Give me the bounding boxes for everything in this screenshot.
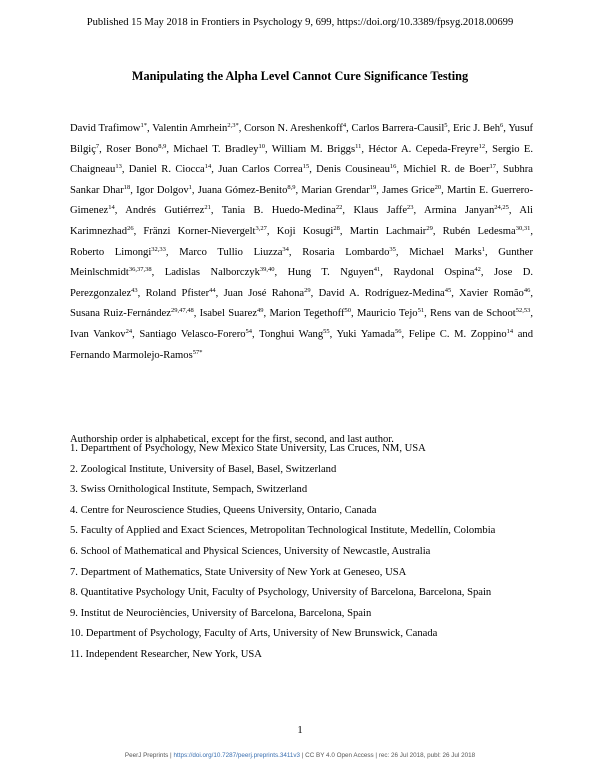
author-affiliation-marker: 52,53 [515,307,531,315]
author-entry [152,123,239,134]
author-entry [288,267,381,278]
author-entry [146,288,216,299]
author-affiliation-marker: 29 [426,224,433,232]
author-affiliation-marker: 24,25 [494,204,509,212]
author-entry [319,288,452,299]
author-name: Isabel Suarez [199,308,258,320]
author-affiliation-marker: 46 [523,286,531,294]
author-entry [244,123,346,134]
author-name: Martin Lachmair [349,225,427,237]
author-affiliation-marker: 42 [474,266,481,274]
author-name: Michiel R. de Boer [403,164,490,176]
author-name: Hung T. Nguyen [287,267,374,279]
author-entry [125,205,211,216]
author-name: Corson N. Areshenkoff [244,123,343,134]
author-affiliation-marker: 5 [444,122,448,129]
author-affiliation-marker: 10 [258,142,265,150]
author-name: Yuki Yamada [336,328,395,340]
author-name: Fränzi Korner-Nievergelt [143,225,256,237]
author-name: Michael Marks [409,246,482,258]
author-name: Ali Karimnezhad [70,205,533,237]
author-name: Fernando Marmolejo-Ramos [70,349,193,361]
author-affiliation-marker: 14 [506,327,514,335]
affiliation-item: 10. Department of Psychology, Faculty of Arts, University of New Brunswick, Canada [70,628,438,640]
author-name: David A. Rodríguez-Medina [318,287,445,299]
author-name: Ivan Vankov [70,328,126,340]
author-entry [218,164,309,175]
paper-title: Manipulating the Alpha Level Cannot Cure Significance Testing [131,69,469,83]
author-name: Juan José Rahona [223,287,305,299]
affiliation-item: 7. Department of Mathematics, State University of New York at Geneseo, USA [70,566,407,578]
author-entry [272,144,362,155]
author-affiliation-marker: 26 [127,224,134,232]
author-entry [70,308,194,319]
author-name: Marco Tullio Liuzza [179,246,283,258]
author-affiliation-marker: 3,27 [255,224,267,232]
affiliation-item: 6. School of Mathematical and Physical Sciences, University of Newcastle, Australia [70,545,431,557]
author-affiliation-marker: 17 [489,163,497,171]
author-entry [173,144,265,155]
author-affiliation-marker: 15 [302,163,310,171]
author-name: Carlos Barrera-Causil [351,123,445,134]
author-affiliation-marker: 29,47,48 [170,307,194,315]
author-entry [70,247,166,258]
author-affiliation-marker: 56 [394,327,402,335]
author-entry [200,308,264,319]
affiliation-item: 11. Independent Researcher, New York, USA [70,648,262,660]
author-entry [430,308,530,319]
author-name: William M. Briggs [271,143,356,155]
author-affiliation-marker: 30,31 [515,224,531,232]
author-entry [165,267,275,278]
author-affiliation-marker: 35 [389,245,396,253]
author-name: Mauricio Tejo [356,308,418,320]
affiliation-item: 9. Institut de Neurociències, University of Barcelona, Barcelona, Spain [70,607,372,619]
author-entry [368,144,485,155]
author-name: Martin E. Guerrero-Gimenez [70,184,534,217]
author-affiliation-marker: 57* [192,348,203,356]
author-entry [106,144,166,155]
author-affiliation-marker: 8,9 [287,183,296,191]
author-name: Klaus Jaffe [353,205,408,217]
affiliation-item: 3. Swiss Ornithological Institute, Sempach, Switzerland [70,484,308,496]
author-affiliation-marker: 36,37,38 [128,266,152,274]
author-entry [70,123,147,134]
author-affiliation-marker: 1 [481,245,485,253]
author-entry [222,205,343,216]
author-entry [393,267,481,278]
author-entry [409,247,485,258]
author-name: Santiago Velasco-Forero [139,328,246,340]
author-name: Susana Ruiz-Fernández [70,308,171,320]
author-entry [316,164,396,175]
author-name: Jose D. Perezgonzalez [70,267,534,299]
author-affiliation-marker: 19 [369,183,377,191]
author-entry [269,308,351,319]
author-entry [403,164,496,175]
author-affiliation-marker: 14 [204,163,212,171]
author-name: Subhra Sankar Dhar [70,164,534,196]
author-affiliation-marker: 24 [125,327,133,335]
author-name: Rosaria Lombardo [302,246,390,258]
author-name: Michael T. Bradley [173,143,259,155]
author-name: Daniel R. Ciocca [128,164,205,176]
author-name: Juana Gómez-Benito [197,184,288,196]
author-name: Tonghui Wang [259,328,324,340]
author-affiliation-marker: 20 [434,183,442,191]
author-entry [453,123,503,134]
author-entry [409,329,513,340]
author-entry [353,205,413,216]
affiliation-item: 1. Department of Psychology, New Mexico State University, Las Cruces, NM, USA [70,443,426,454]
author-name: Eric J. Beh [452,123,501,134]
page-number: 1 [297,725,303,736]
footer-suffix: | CC BY 4.0 Open Access | rec: 26 Jul 2018, publ: 26 Jul 2018 [300,752,476,759]
author-affiliation-marker: 16 [389,163,397,171]
author-entry [382,185,441,196]
author-entry [336,329,401,340]
author-name: Yusuf Bilgiç [70,123,534,155]
author-name: Xavier Romão [459,287,524,299]
author-name: Igor Dolgov [136,184,189,196]
author-affiliation-marker: 29 [304,286,311,294]
author-entry [357,308,424,319]
author-name: Raydonal Ospina [393,267,475,279]
author-name: Andrés Gutiérrez [125,205,205,217]
affiliation-list [70,439,533,666]
author-affiliation-marker: 11 [355,142,362,150]
author-entry [129,164,211,175]
author-entry [424,205,509,216]
author-affiliation-marker: 44 [209,286,216,294]
author-name: Roland Pfister [145,287,210,299]
author-affiliation-marker: 55 [323,327,330,335]
affiliation-item: 8. Quantitative Psychology Unit, Faculty of Psychology, University of Barcelona, Barcelona, Spain [70,587,492,599]
author-entry [198,185,296,196]
affiliation-item: 4. Centre for Neuroscience Studies, Queens University, Ontario, Canada [70,504,377,516]
author-entry [179,247,289,258]
author-affiliation-marker: 1 [188,183,192,191]
author-affiliation-marker: 54 [245,327,253,335]
author-entry [259,329,330,340]
author-name: James Grice [382,184,435,196]
author-name: David Trafimow [70,123,141,134]
author-entry [136,185,192,196]
author-name: Rubén Ledesma [442,225,516,237]
author-name: Roser Bono [106,143,159,155]
author-name: Marion Tegethoff [269,308,345,320]
author-affiliation-marker: 45 [444,286,452,294]
author-name: Valentin Amrhein [152,123,228,134]
author-name: Tania B. Huedo-Medina [221,205,336,217]
author-affiliation-marker: 2,3* [227,122,239,129]
author-entry [70,350,202,361]
author-affiliation-marker: 49 [257,307,264,315]
author-entry [139,329,252,340]
author-affiliation-marker: 22 [335,204,343,212]
author-entry [277,226,340,237]
author-entry [301,185,376,196]
author-name: Héctor A. Cepeda-Freyre [368,143,479,155]
author-entry [352,123,448,134]
author-entry [443,226,531,237]
author-affiliation-marker: 23 [407,204,414,212]
author-affiliation-marker: 51 [417,307,425,315]
author-affiliation-marker: 13 [115,163,122,171]
author-entry [302,247,396,258]
affiliation-item: 2. Zoological Institute, University of Basel, Basel, Switzerland [70,463,337,475]
author-affiliation-marker: 28 [333,224,340,232]
author-name: Rens van de Schoot [429,308,516,320]
affiliation-item: 5. Faculty of Applied and Exact Sciences, Metropolitan Technological Institute, Medellín, Colombia [70,525,496,537]
author-affiliation-marker: 39,40 [259,266,275,274]
author-affiliation-marker: 18 [123,183,131,191]
author-affiliation-marker: 6 [500,122,504,129]
author-name: Denis Cousineau [316,164,390,176]
author-name: Felipe C. M. Zoppino [408,328,507,340]
authorship-note: Authorship order is alphabetical, except for the first, second, and last author. [70,434,394,445]
preprint-footer [0,752,600,759]
author-affiliation-marker: 43 [131,286,138,294]
author-entry [143,226,266,237]
author-entry [224,288,311,299]
author-name: Juan Carlos Correa [218,164,303,176]
author-name: Marian Grendar [301,184,370,196]
author-affiliation-marker: 41 [373,266,381,274]
author-affiliation-marker: 1* [140,122,147,129]
published-line: Published 15 May 2018 in Frontiers in Psychology 9, 699, https://doi.org/10.3389/fpsyg.2018.00699 [86,17,514,28]
footer-prefix: PeerJ Preprints | [124,752,174,759]
author-affiliation-marker: 50 [344,307,352,315]
author-name: Gunther Meinlschmidt [70,246,533,279]
author-affiliation-marker: 34 [282,245,289,253]
author-affiliation-marker: 14 [108,204,115,212]
author-affiliation-marker: 12 [478,142,486,150]
author-entry [459,288,530,299]
author-affiliation-marker: 32,33 [151,245,166,253]
footer-doi-link[interactable]: https://doi.org/10.7287/peerj.preprints.3411v3 [173,752,301,759]
author-affiliation-marker: 7 [95,142,100,150]
author-affiliation-marker: 4 [342,122,347,129]
author-entry [350,226,433,237]
author-affiliation-marker: 8,9 [158,142,167,150]
author-name: Armina Janyan [424,205,495,217]
author-name: Koji Kosugi [276,225,334,237]
author-affiliation-marker: 21 [204,204,211,212]
author-list: David Trafimow$^{1*}$, Valentin Amrhein$^{2,3*}$, Corson N. Areshenkoff$^4$, Carlos Barrera-Causil$^5$, Eric J. Beh$^6$, Yusuf Bilgiç$^7$, Roser Bono$^{8,9}$, Michael T. Bradley$^{10}$, William M. Briggs$^{11}$, Héctor A. Cepeda-Freyre$^{12}$, Sergio E. Chaigneau$^{13}$, Daniel R. Ciocca$^{14}$, Juan Carlos Correa$^{15}$, Denis Cousineau$^{16}$, Michiel R. de Boer$^{17}$, Subhra Sankar Dhar$^{18}$, Igor Dolgov$^1$, Juana Gómez-Benito$^{8,9}$, Marian Grendar$^{19}$, James Grice$^{20}$, Martin E. Guerrero-Gimenez$^{14}$, Andrés Gutiérrez$^{21}$, Tania B. Huedo-Medina$^{22}$, Klaus Jaffe$^{23}$, Armina Janyan$^{24,25}$, Ali Karimnezhad$^{26}$, Fränzi Korner-Nievergelt$^{3,27}$, Koji Kosugi$^{28}$, Martin Lachmair$^{29}$, Rubén Ledesma$^{30,31}$, Roberto Limongi$^{32,33}$, Marco Tullio Liuzza$^{34}$, Rosaria Lombardo$^{35}$, Michael Marks$^1$, Gunther Meinlschmidt$^{36,37,38}$, Ladislas Nalborczyk$^{39,40}$, Hung T. Nguyen$^{41}$, Raydonal Ospina$^{42}$, Jose D. Perezgonzalez$^{43}$, Roland Pfister$^{44}$, Juan José Rahona$^{29}$, David A. Rodríguez-Medina$^{45}$, Xavier Romão$^{46}$, Susana Ruiz-Fernández$^{29,47,48}$, Isabel Suarez$^{49}$, Marion Tegethoff$^{50}$, Mauricio Tejo$^{51}$, Rens van de Schoot$^{52,53}$, Ivan Vankov$^{24}$, Santiago Velasco-Forero$^{54}$, Tonghui Wang$^{55}$, Yuki Yamada$^{56}$, Felipe C. M. Zoppino$^{14}$ and Fernando Marmolejo-Ramos$^{57*}$ [70,122,534,361]
author-name: Sergio E. Chaigneau [70,143,534,176]
author-name: Roberto Limongi [70,246,152,258]
author-entry [70,329,132,340]
author-name: Ladislas Nalborczyk [164,267,260,279]
